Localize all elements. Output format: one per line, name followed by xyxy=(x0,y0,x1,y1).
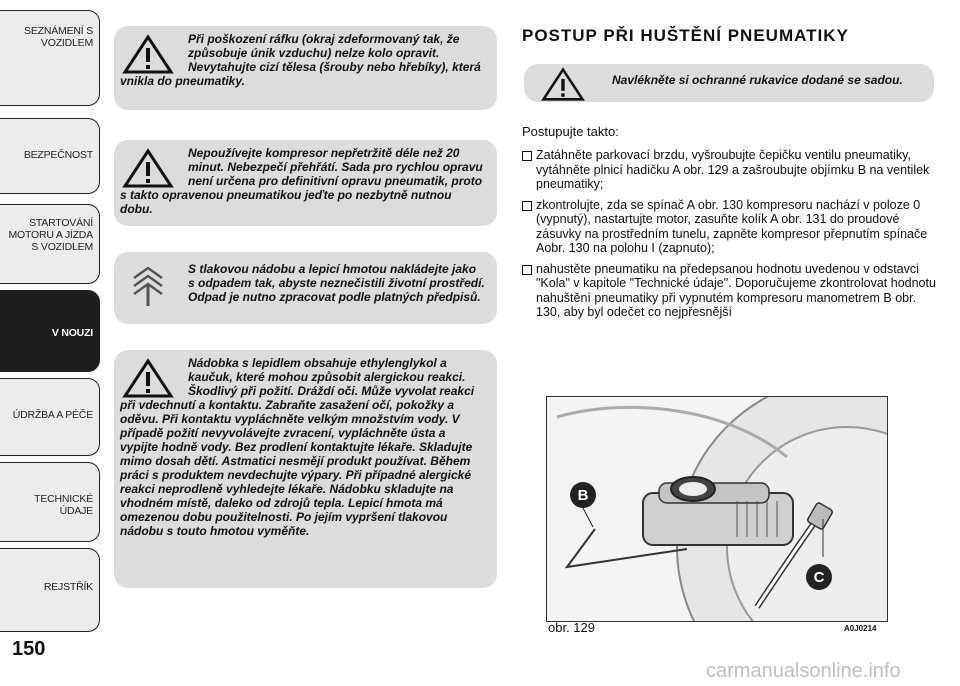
label-b-text: B xyxy=(577,487,589,504)
warning-triangle-icon xyxy=(538,67,588,101)
environment-box-disposal xyxy=(114,252,497,324)
step-text: zkontrolujte, zda se spínač A obr. 130 kompresoru nachází v poloze 0 (vypnutý), nastartujte motor, zasuňte kolík A obr. 131 do proudové zásuvky na prostředním tunelu, zapněte kompresor přepnutím spínače Aobr. 130 na polohu I (zapnuto); xyxy=(536,197,928,255)
warning-triangle-icon xyxy=(122,34,174,74)
procedure-steps xyxy=(522,148,940,326)
warning-box-sealant xyxy=(114,350,497,588)
warning-box-rim-damage xyxy=(114,26,497,110)
sidebar-tab-index[interactable] xyxy=(0,548,100,632)
checkbox-bullet-icon xyxy=(522,151,532,161)
step-text: Zatáhněte parkovací brzdu, vyšroubujte čepičku ventilu pneumatiky, vytáhněte plnicí hadičku A obr. 129 a zašroubujte objímku B na ventilek pneumatiky; xyxy=(536,148,930,191)
environment-text: S tlakovou nádobu a lepicí hmotou nakládejte jako s odpadem tak, abyste neznečistili životní prostředí. Odpad je nutno zpracovat podle platných předpisů. xyxy=(188,262,485,304)
compressor-illustration xyxy=(547,397,887,621)
gloves-text: Navlékněte si ochranné rukavice dodané se sadou. xyxy=(612,73,903,87)
checkbox-bullet-icon xyxy=(522,201,532,211)
warning-triangle-icon xyxy=(122,358,174,398)
sidebar-tab-emergency[interactable] xyxy=(0,290,100,372)
figure-code: A0J0214 xyxy=(844,624,877,633)
procedure-step xyxy=(522,148,940,192)
page-number: 150 xyxy=(12,638,46,660)
procedure-step xyxy=(522,198,940,256)
figure-label-b xyxy=(570,482,596,527)
section-heading: POSTUP PŘI HUŠTĚNÍ PNEUMATIKY xyxy=(522,26,849,45)
tab-label: STARTOVÁNÍ MOTORU A JÍZDA S VOZIDLEM xyxy=(8,217,93,253)
watermark: carmanualsonline.info xyxy=(706,660,901,682)
warning-text: Nepoužívejte kompresor nepřetržitě déle než 20 minut. Nebezpečí přehřátí. Sada pro rychlou opravu není určena pro definitivní opravu pneumatik, proto s takto opravenou pneumatikou jeďte po nezbytně nutnou dobu. xyxy=(120,146,483,216)
warning-triangle-icon xyxy=(122,148,174,188)
procedure-step xyxy=(522,262,940,320)
sidebar-tab-safety[interactable] xyxy=(0,118,100,194)
figure-label-c xyxy=(806,564,832,590)
tab-label: V NOUZI xyxy=(51,327,93,339)
sidebar-tab-maintenance[interactable] xyxy=(0,378,100,456)
sidebar-tab-vehicle-intro[interactable] xyxy=(0,10,100,106)
step-text: nahustěte pneumatiku na předepsanou hodnotu uvedenou v odstavci "Kola" v kapitole "Technické údaje". Doporučujeme zkontrolovat hodnotu nahuštění pneumatiky při vypnutém kompresoru manometrem B obr. 130, aby byl odečet co nejpřesnější xyxy=(536,261,936,319)
tab-label: REJSTŘÍK xyxy=(43,581,93,593)
tab-label: ÚDRŽBA A PÉČE xyxy=(12,409,93,421)
sidebar-tab-starting-driving[interactable] xyxy=(0,204,100,284)
tab-label: SEZNÁMENÍ S VOZIDLEM xyxy=(24,25,93,49)
warning-text: Při poškození ráfku (okraj zdeformovaný tak, že způsobuje únik vzduchu) nelze kolo opravit. Nevytahujte cizí tělesa (šrouby nebo hřebíky), která vnikla do pneumatiky. xyxy=(120,32,481,88)
warning-box-compressor xyxy=(114,140,497,226)
figure-compressor-illustration xyxy=(546,396,888,622)
tab-label: TECHNICKÉ ÚDAJE xyxy=(34,493,93,517)
figure-caption: obr. 129 xyxy=(548,620,595,635)
procedure-intro: Postupujte takto: xyxy=(522,124,619,139)
label-c-text: C xyxy=(813,569,825,586)
checkbox-bullet-icon xyxy=(522,265,532,275)
tree-environment-icon xyxy=(122,264,174,308)
gloves-warning-box xyxy=(524,64,934,102)
warning-text: Nádobka s lepidlem obsahuje ethylenglykol a kaučuk, které mohou způsobit alergickou reakci. Škodlivý při požití. Dráždí oči. Může vyvolat reakci při vdechnutí a kontaktu. Zabraňte zasažení očí, pokožky a oděvu. Při kontaktu vypláchněte velkým množstvím vody. V případě požití nevyvolávejte zvracení, vypláchněte ústa a vypijte hodně vody. Bez prodlení kontaktujte lékaře. Skladujte mimo dosah dětí. Astmatici nesmějí produkt používat. Během práci s produktem nevdechujte výpary. Při případné alergické reakci neprodleně vyhledejte lékaře. Nádobku skladujte na vhodném místě, daleko od zdrojů tepla. Lepicí hmota má omezenou dobu použitelnosti. Po jejím vypršení tlakovou nádobu s touto hmotou vyměňte. xyxy=(120,356,475,538)
sidebar-tab-technical-data[interactable] xyxy=(0,462,100,542)
tab-label: BEZPEČNOST xyxy=(23,149,93,161)
